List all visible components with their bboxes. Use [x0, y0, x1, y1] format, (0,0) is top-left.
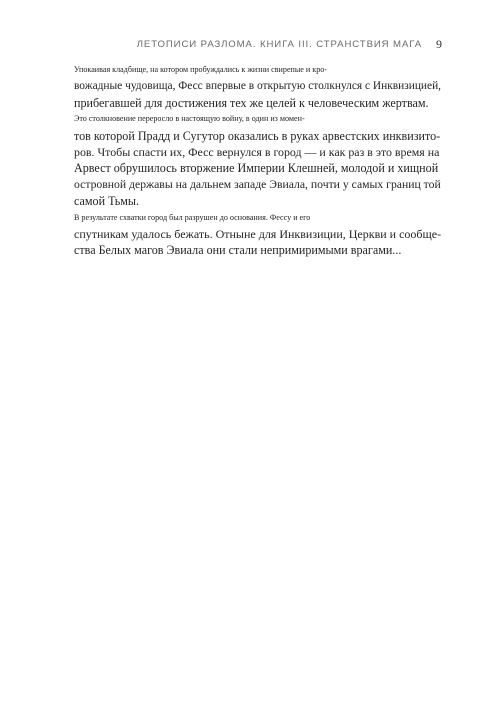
running-header	[60, 37, 442, 51]
paragraph-1	[60, 62, 442, 111]
body-text	[60, 62, 442, 259]
paragraph-3	[60, 210, 442, 259]
text-line: тов которой Прадд и Сугутор оказались в руках арвестских инквизито-	[74, 128, 441, 143]
text-line: спутникам удалось бежать. Отныне для Инквизиции, Церкви и сообще-	[74, 227, 442, 242]
page-number: 9	[436, 36, 442, 51]
text-line: островной державы на дальнем западе Эвиала, почти у самых границ той	[74, 177, 441, 191]
text-line: прибегавшей для достижения тех же целей к человеческим жертвам.	[74, 95, 429, 110]
text-line: самой Тьмы.	[74, 194, 140, 209]
text-line: вожадные чудовища, Фесс впервые в открытую столкнулся с Инквизицией,	[74, 80, 442, 93]
text-line: ства Белых магов Эвиала они стали непримиримыми врагами...	[74, 243, 402, 258]
text-line: ров. Чтобы спасти их, Фесс вернулся в город — и как раз в это время на	[74, 145, 440, 160]
text-line: Упокаивая кладбище, на котором пробуждались к жизни свирепые и кро-	[74, 65, 327, 74]
paragraph-2	[60, 111, 442, 209]
running-title: ЛЕТОПИСИ РАЗЛОМА. КНИГА III. СТРАНСТВИЯ МАГА	[136, 38, 422, 50]
text-line: В результате схватки город был разрушен до основания. Фессу и его	[74, 212, 311, 222]
text-line: Это столкновение переросло в настоящую войну, в один из момен-	[74, 114, 305, 124]
text-line: Арвест обрушилось вторжение Империи Клешней, молодой и хищной	[74, 161, 439, 176]
